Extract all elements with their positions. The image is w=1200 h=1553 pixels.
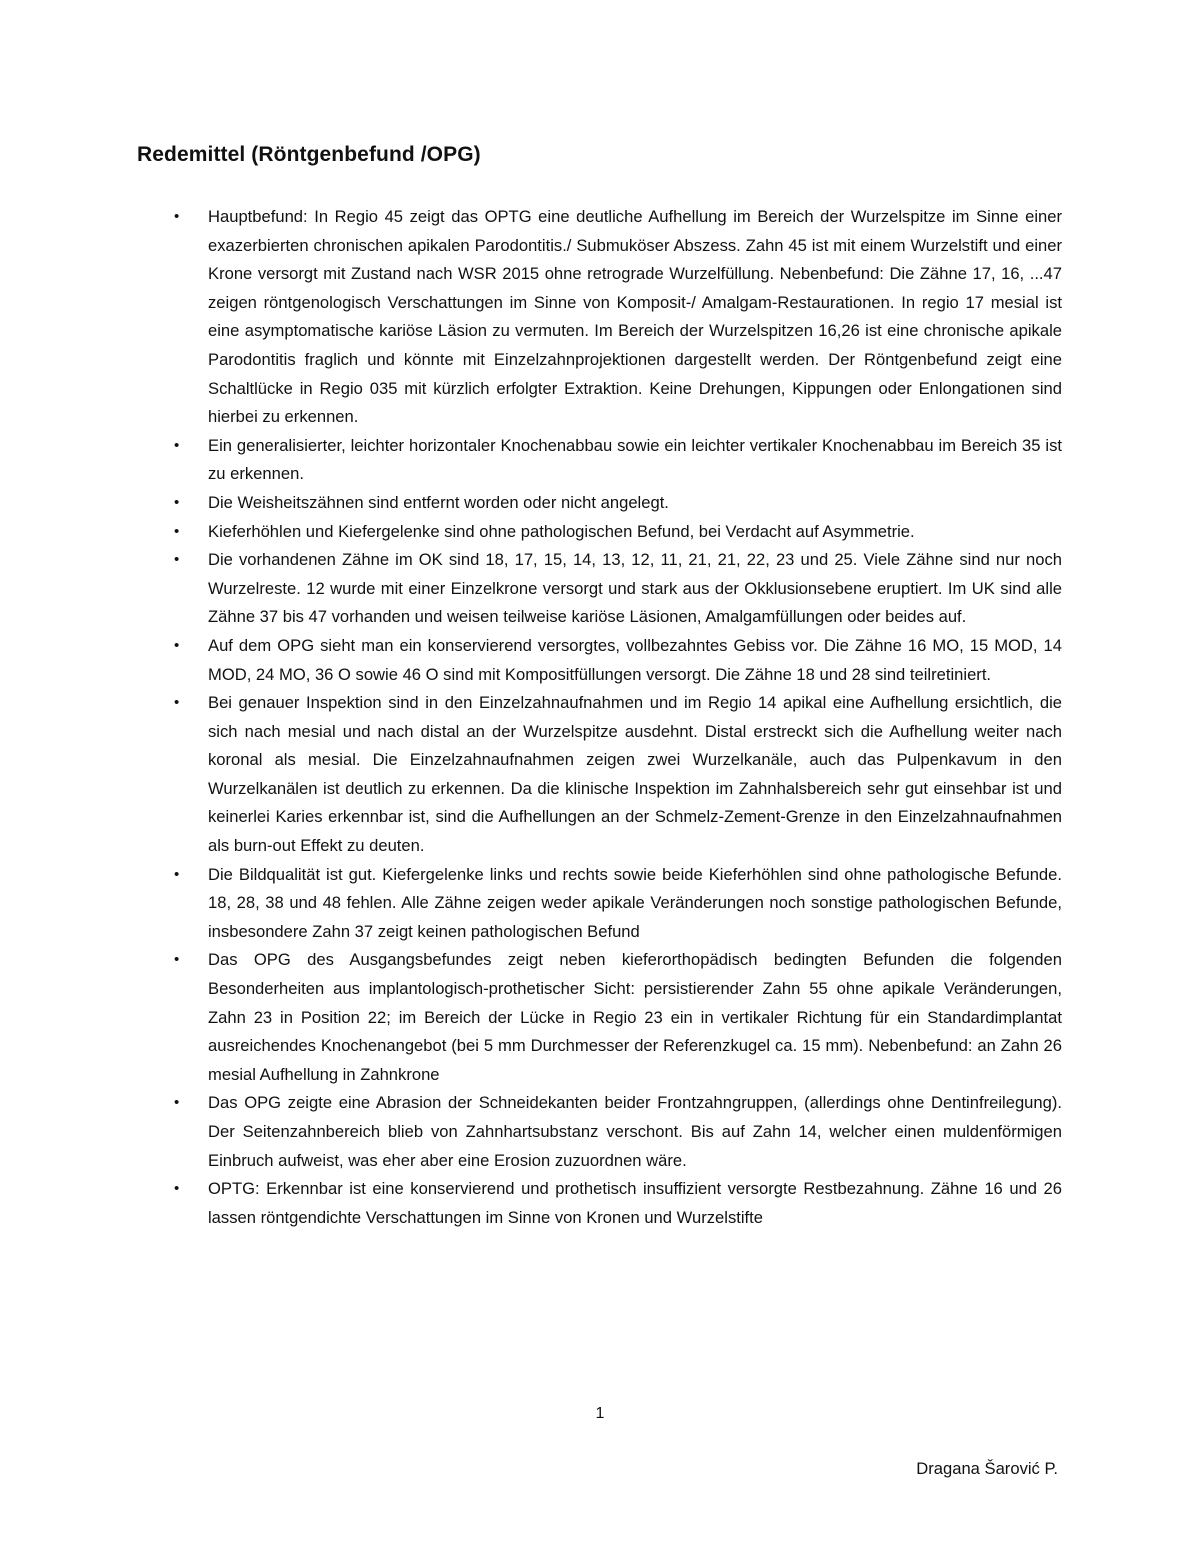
bullet-icon: • — [174, 493, 180, 511]
list-item — [174, 861, 1062, 947]
list-item-text: Das OPG zeigte eine Abrasion der Schneidekanten beider Frontzahngruppen, (allerdings ohne Dentinfreilegung). Der Seitenzahnbereich blieb von Zahnhartsubstanz verschont. Bis auf Zahn 14, welcher einen muldenförmigen Einbruch aufweist, was eher aber eine Erosion zuzuordnen wäre. — [208, 1093, 1062, 1170]
bullet-icon: • — [174, 522, 180, 540]
list-item — [174, 546, 1062, 632]
list-item-text: Die Bildqualität ist gut. Kiefergelenke links und rechts sowie beide Kieferhöhlen sind ohne pathologische Befunde. 18, 28, 38 und 48 fehlen. Alle Zähne zeigen weder apikale Veränderungen noch sonstige pathologischen Befunde, insbesondere Zahn 37 zeigt keinen pathologischen Befund — [208, 864, 1062, 941]
page-number: 1 — [595, 1405, 605, 1422]
list-item — [174, 518, 1062, 547]
bullet-icon: • — [174, 636, 180, 654]
bullet-icon: • — [174, 551, 180, 569]
list-item-text: Hauptbefund: In Regio 45 zeigt das OPTG eine deutliche Aufhellung im Bereich der Wurzelspitze im Sinne einer exazerbierten chronischen apikalen Parodontitis./ Submuköser Abszess. Zahn 45 ist mit einem Wurzelstift und einer Krone versorgt mit Zustand nach WSR 2015 ohne retrograde Wurzelfüllung. Nebenbefund: Die Zähne 17, 16, ...47 zeigen röntgenologisch Verschattungen im Sinne von Komposit-/ Amalgam-Restaurationen. In regio 17 mesial ist eine asymptomatische kariöse Läsion zu vermuten. Im Bereich der Wurzelspitzen 16,26 ist eine chronische apikale Parodontitis fraglich und könnte mit Einzelzahnprojektionen dargestellt werden. Der Röntgenbefund zeigt eine Schaltlücke in Regio 035 mit kürzlich erfolgter Extraktion. Keine Drehungen, Kippungen oder Enlongationen sind hierbei zu erkennen. — [208, 207, 1062, 427]
list-item-text: Das OPG des Ausgangsbefundes zeigt neben kieferorthopädisch bedingten Befunden die folgenden Besonderheiten aus implantologisch-prothetischer Sicht: persistierender Zahn 55 ohne apikale Veränderungen, Zahn 23 in Position 22; im Bereich der Lücke in Regio 23 ein in vertikaler Richtung für ein Standardimplantat ausreichendes Knochenangebot (bei 5 mm Durchmesser der Referenzkugel ca. 15 mm). Nebenbefund: an Zahn 26 mesial Aufhellung in Zahnkrone — [208, 950, 1062, 1084]
bullet-icon: • — [174, 694, 180, 712]
list-item-text: Auf dem OPG sieht man ein konservierend versorgtes, vollbezahntes Gebiss vor. Die Zähne 16 MO, 15 MOD, 14 MOD, 24 MO, 36 O sowie 46 O sind mit Kompositfüllungen versorgt. Die Zähne 18 und 28 sind teilretiniert. — [208, 635, 1062, 684]
list-item-text: OPTG: Erkennbar ist eine konservierend und prothetisch insuffizient versorgte Restbezahnung. Zähne 16 und 26 lassen röntgendichte Verschattungen im Sinne von Kronen und Wurzelstifte — [208, 1179, 1062, 1227]
list-item — [174, 1175, 1062, 1232]
bullet-icon: • — [174, 951, 180, 969]
list-item — [174, 946, 1062, 1089]
list-item-text: Ein generalisierter, leichter horizontaler Knochenabbau sowie ein leichter vertikaler Knochenabbau im Bereich 35 ist zu erkennen. — [208, 435, 1062, 484]
list-item — [174, 432, 1062, 489]
list-item-text: Die vorhandenen Zähne im OK sind 18, 17, 15, 14, 13, 12, 11, 21, 21, 22, 23 und 25. Viele Zähne sind nur noch Wurzelreste. 12 wurde mit einer Einzelkrone versorgt und stark aus der Okklusionsebene eruptiert. Im UK sind alle Zähne 37 bis 47 vorhanden und weisen teilweise kariöse Läsionen, Amalgamfüllungen oder beides auf. — [208, 550, 1062, 627]
list-item — [174, 1089, 1062, 1175]
list-item — [174, 489, 1062, 518]
list-item-text: Bei genauer Inspektion sind in den Einzelzahnaufnahmen und im Regio 14 apikal eine Aufhellung ersichtlich, die sich nach mesial und nach distal an der Wurzelspitze ausdehnt. Distal erstreckt sich die Aufhellung weiter nach koronal als mesial. Die Einzelzahnaufnahmen zeigen zwei Wurzelkanäle, auch das Pulpenkavum in den Wurzelkanälen ist deutlich zu erkennen. Da die klinische Inspektion im Zahnhalsbereich sehr gut einsehbar ist und keinerlei Karies erkennbar ist, sind die Aufhellungen an der Schmelz-Zement-Grenze in den Einzelzahnaufnahmen als burn-out Effekt zu deuten. — [208, 693, 1062, 856]
bullet-list — [174, 203, 1062, 1232]
bullet-icon: • — [174, 436, 180, 454]
list-item — [174, 632, 1062, 689]
bullet-icon: • — [174, 865, 180, 883]
list-item — [174, 203, 1062, 432]
page-title: Redemittel (Röntgenbefund /OPG) — [137, 143, 481, 166]
list-item-text: Die Weisheitszähnen sind entfernt worden oder nicht angelegt. — [208, 492, 669, 512]
bullet-icon: • — [174, 208, 180, 225]
bullet-icon: • — [174, 1180, 180, 1198]
bullet-icon: • — [174, 1094, 180, 1112]
list-item-text: Kieferhöhlen und Kiefergelenke sind ohne pathologischen Befund, bei Verdacht auf Asymmetrie. — [208, 521, 915, 541]
list-item — [174, 689, 1062, 861]
author-name: Dragana Šarović P. — [916, 1459, 1058, 1478]
